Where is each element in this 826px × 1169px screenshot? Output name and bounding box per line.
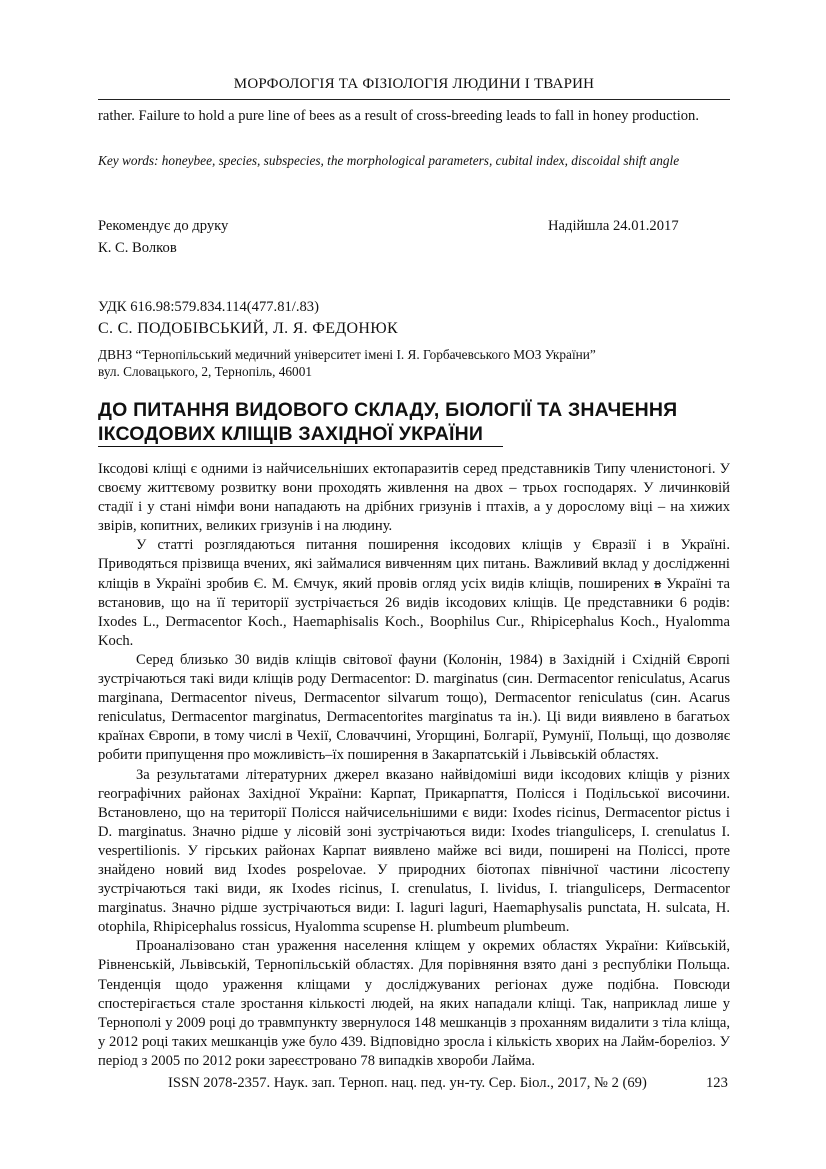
body-paragraph-3: Серед близько 30 видів кліщів світової фауни (Колонін, 1984) в Західній і Східній Європі зустрічаються такі види кліщів роду Dermacentor: D. marginatus (син. Dermacentor reniculatus, Acarus marginana, Dermacentor niveus, Dermacentor silvarum тощо), Dermacentor reniculatus (син. Acarus reniculatus, Dermacentor marginatus, Dermacentorites marginatus та ін.). Ці види виявлено в багатьох країнах Європи, в тому числі в Чехії, Словаччині, Угорщині, Болгарії, Румунії, Польщі, що дозволяє робити припущення про можливість–їх поширення в Закарпатській і Львівській областях. bbox=[98, 651, 730, 764]
recommendation-label: Рекомендує до друку bbox=[98, 218, 229, 234]
keywords: Key words: honeybee, species, subspecies, the morphological parameters, cubital index, discoidal shift angle bbox=[98, 153, 680, 168]
journal-footer: ISSN 2078-2357. Наук. зап. Терноп. нац. пед. ун-ту. Сер. Біол., 2017, № 2 (69) bbox=[168, 1075, 647, 1091]
body-paragraph-1: Іксодові кліщі є одними із найчисельніших ектопаразитів серед представників Типу членистоногі. У своєму життєвому розвитку вони проходять живлення на двох – трьох господарях. У личинковій стадії і у стані німфи вони нападають на дрібних гризунів і птахів, а у дорослому віці – на хижих звірів, копитних, великих гризунів і на людину. bbox=[98, 461, 730, 535]
body-paragraph-5: Проаналізовано стан ураження населення кліщем у окремих областях України: Київській, Рівненській, Львівській, Тернопільській областях. Для порівняння взято дані з республіки Польща. Тенденція щодо ураження кліщами у досліджуваних регіонах дуже подібна. Повсюди спостерігається стале зростання кількості людей, на яких нападали кліщі. Так, наприклад лише у Тернополі у 2009 році до травмпункту звернулося 148 мешканців з проханням видалити з тіла кліща, у 2012 році таких мешканців уже було 439. Відповідно зросла і кількість хворих на Лайм-бореліоз. У період з 2005 по 2012 роки зареєстровано 78 випадків хвороби Лайма. bbox=[98, 938, 730, 1069]
reviewer-name: К. С. Волков bbox=[98, 240, 177, 256]
article-title-line-2: ІКСОДОВИХ КЛІЩІВ ЗАХІДНОЇ УКРАЇНИ bbox=[98, 422, 503, 447]
affiliation-institution: ДВНЗ “Тернопільський медичний університет імені І. Я. Горбачевського МОЗ України” bbox=[98, 347, 596, 362]
abstract-tail: rather. Failure to hold a pure line of bees as a result of cross-breeding leads to fall in honey production. bbox=[98, 108, 700, 124]
struck-word: в bbox=[654, 575, 662, 592]
article-body bbox=[98, 460, 730, 1071]
header-rule bbox=[98, 99, 730, 100]
body-paragraph-4: За результатами літературних джерел вказано найвідоміші види іксодових кліщів у різних географічних районах Західної України: Карпат, Прикарпаття, Полісся і Подільської височини. Встановлено, що на території Полісся найчисельнішими є види: Ixodes ricinus, Dermacentor pictus і D. marginatus. Значно рідше у лісовій зоні зустрічаються види: Ixodes trianguliceps, I. crenulatus I. vespertilionis. У гірських районах Карпат виявлено майже всі види, поширені на Поліссі, проте знайдено новий вид Ixodes pospelovae. У природних біотопах північної частини лісостепу зустрічаються такі види, як Ixodes ricinus, I. crenulatus, I. lividus, I. trianguliceps, Dermacentor marginatus. Значно рідше зустрічаються види: I. laguri laguri, Haemaphysalis punctata, H. sulcata, H. otophila, Rhipicephalus rossicus, Hyalomma scupense H. plumbeum plumbeum. bbox=[98, 766, 730, 936]
received-date: Надійшла 24.01.2017 bbox=[548, 218, 679, 234]
affiliation-address: вул. Словацького, 2, Тернопіль, 46001 bbox=[98, 364, 312, 379]
body-paragraph-2 bbox=[98, 536, 730, 651]
body-paragraph-2-part-a: У статті розглядаються питання поширення іксодових кліщів у Євразії і в Україні. Приводяться прізвища вчених, які займалися вивченням цих питань. Важливий вклад у дослідженні кліщів в Україні зробив Є. М. Ємчук, який провів огляд усіх видів кліщів, поширених bbox=[98, 537, 730, 592]
article-title bbox=[98, 398, 738, 447]
udc-code: УДК 616.98:579.834.114(477.81/.83) bbox=[98, 299, 319, 315]
body-paragraph-2-part-b: Україні та встановив, що на її території зустрічається 26 видів іксодових кліщів. Це представники 6 родів: Ixodes L., Dermacentor Koch., Haemaphisalis Koch., Boophilus Cur., Rhipicephalus Koch., Hyalomma Koch. bbox=[98, 575, 730, 649]
article-title-line-1: ДО ПИТАННЯ ВИДОВОГО СКЛАДУ, БІОЛОГІЇ ТА ЗНАЧЕННЯ bbox=[98, 399, 678, 421]
article-authors: С. С. ПОДОБІВСЬКИЙ, Л. Я. ФЕДОНЮК bbox=[98, 320, 398, 337]
affiliation bbox=[98, 346, 596, 380]
running-header: МОРФОЛОГІЯ ТА ФІЗІОЛОГІЯ ЛЮДИНИ І ТВАРИН bbox=[233, 76, 595, 92]
page-number: 123 bbox=[706, 1075, 728, 1091]
